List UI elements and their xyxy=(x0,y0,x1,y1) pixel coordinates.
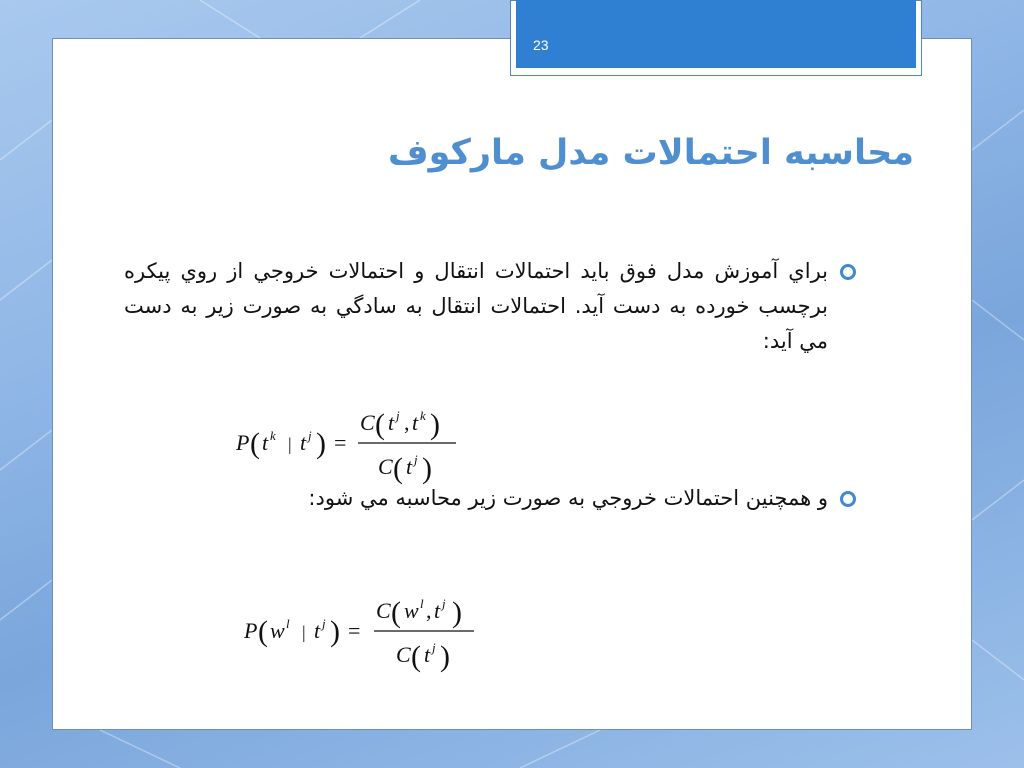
formula-superscript: j xyxy=(442,596,446,611)
formula-symbol: t xyxy=(314,618,321,643)
formula-paren: ) xyxy=(440,640,450,673)
bullet-text: براي آموزش مدل فوق بايد احتمالات انتقال و احتمالات خروجي از روي پيكره برچسب خورده به دست آيد. احتمالات انتقال به سادگي به صورت زير به دست مي آيد: xyxy=(124,259,828,353)
formula-paren: ( xyxy=(391,596,401,629)
formula-symbol: P xyxy=(244,618,258,643)
formula-superscript: l xyxy=(286,616,290,631)
slide-number: 23 xyxy=(533,37,549,53)
formula-paren: ( xyxy=(258,615,268,648)
formula-symbol: , xyxy=(404,410,410,435)
formula-superscript: j xyxy=(308,428,312,443)
bullet-item xyxy=(124,481,828,516)
formula-superscript: j xyxy=(414,452,418,467)
formula-paren: ) xyxy=(452,596,462,629)
formula-symbol: C xyxy=(396,642,411,667)
formula-superscript: j xyxy=(396,408,400,423)
formula-symbol: C xyxy=(378,454,393,479)
bullet-item xyxy=(124,254,828,359)
formula-superscript: j xyxy=(432,640,436,655)
formula-symbol: = xyxy=(334,430,347,455)
slide-title: محاسبه احتمالات مدل ماركوف xyxy=(387,133,914,173)
formula-symbol: C xyxy=(360,410,375,435)
formula-paren: ) xyxy=(330,615,340,648)
formula-emission-probability xyxy=(240,586,490,676)
formula-symbol: C xyxy=(376,598,391,623)
formula-superscript: l xyxy=(420,596,424,611)
formula-symbol: w xyxy=(270,618,285,643)
formula-symbol: | xyxy=(288,434,292,454)
formula-symbol: t xyxy=(406,454,413,479)
formula-symbol: t xyxy=(434,598,441,623)
formula-transition-probability xyxy=(230,398,470,488)
formula-symbol: t xyxy=(300,430,307,455)
formula-symbol: t xyxy=(412,410,419,435)
slide-number-box xyxy=(516,0,916,68)
formula-symbol: t xyxy=(424,642,431,667)
formula-symbol: | xyxy=(302,622,306,642)
bullet-text: و همچنين احتمالات خروجي به صورت زير محاسبه مي شود: xyxy=(308,486,828,510)
bullet-circle-icon xyxy=(840,491,856,507)
formula-superscript: k xyxy=(420,408,426,423)
formula-symbol: , xyxy=(426,598,432,623)
formula-symbol: P xyxy=(236,430,250,455)
formula-superscript: j xyxy=(322,616,326,631)
bullet-circle-icon xyxy=(840,264,856,280)
formula-paren: ( xyxy=(393,452,403,485)
formula-superscript: k xyxy=(270,428,276,443)
formula-paren: ( xyxy=(375,408,385,441)
formula-symbol: = xyxy=(348,618,361,643)
formula-symbol: w xyxy=(404,598,419,623)
formula-symbol: t xyxy=(388,410,395,435)
formula-paren: ) xyxy=(430,408,440,441)
formula-paren: ( xyxy=(250,427,260,460)
formula-paren: ( xyxy=(411,640,421,673)
formula-symbol: t xyxy=(262,430,269,455)
formula-paren: ) xyxy=(316,427,326,460)
formula-paren: ) xyxy=(422,452,432,485)
